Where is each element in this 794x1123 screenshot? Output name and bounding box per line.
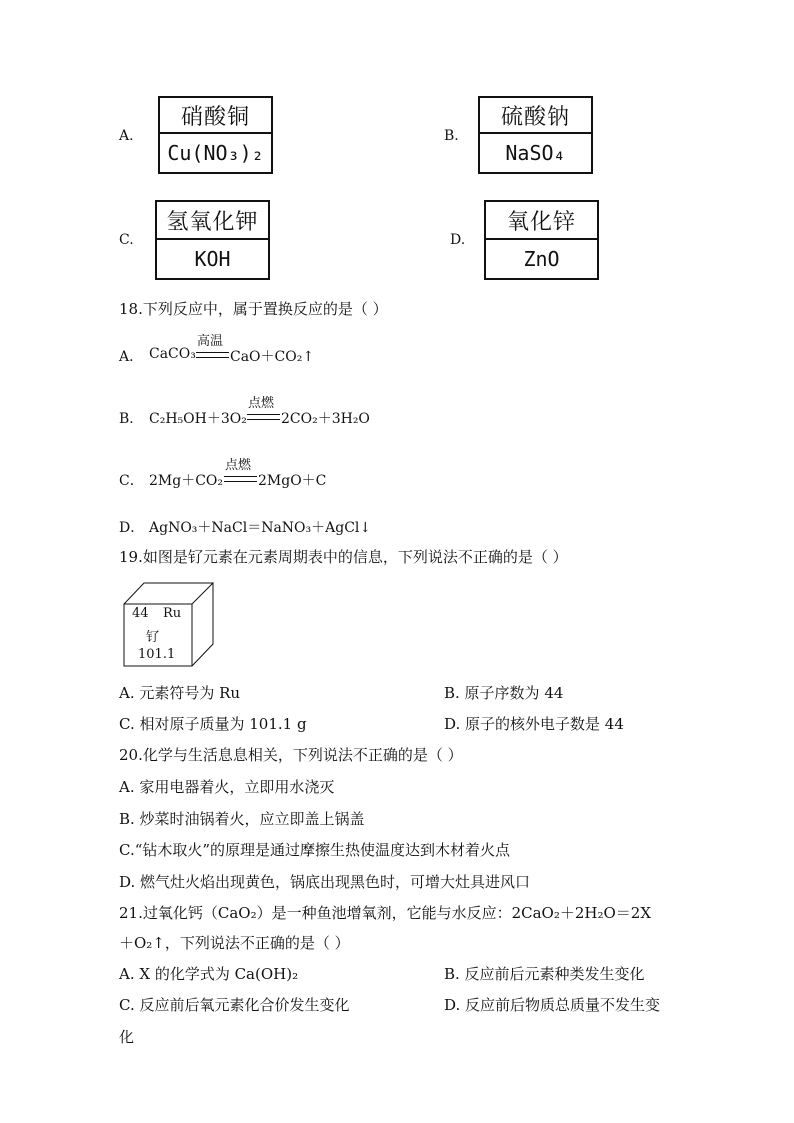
q18-d-letter: D． [119,520,145,536]
atomic-mass: 101.1 [138,647,176,662]
label-zinc-oxide [484,200,599,280]
label-formula: NaSO₄ [505,141,566,165]
label-sodium-sulfate [478,96,593,174]
q19-option-b: B. 原子序数为 44 [444,684,564,702]
q19-option-c: C. 相对原子质量为 101.1 g [119,715,307,733]
label-potassium-hydroxide [155,200,270,280]
equation-double-line [196,352,229,358]
q20-option-a: A. 家用电器着火，立即用水浇灭 [119,778,335,796]
question-20-stem: 20.化学与生活息息相关，下列说法不正确的是（ ） [119,746,463,764]
label-formula: Cu(NO₃)₂ [167,141,264,165]
q18-b-letter: B． [119,411,144,427]
q18-b-condition: 点燃 [248,396,275,411]
label-name: 硫酸钠 [480,98,591,134]
q18-b-lhs: C₂H₅OH＋3O₂ [149,411,247,427]
question-21-stem-line2: ＋O₂↑，下列说法不正确的是（ ） [119,934,350,952]
label-formula: KOH [194,247,231,271]
q20-option-b: B. 炒菜时油锅着火，应立即盖上锅盖 [119,810,365,828]
q18-d-equation: AgNO₃＋NaCl＝NaNO₃＋AgCl↓ [149,520,372,536]
question-19-stem: 19.如图是钌元素在元素周期表中的信息，下列说法不正确的是（ ） [119,548,568,566]
q18-b-rhs: 2CO₂＋3H₂O [281,411,370,427]
option-a-letter: A. [119,128,134,144]
q18-c-condition: 点燃 [225,458,252,473]
q18-c-letter: C． [119,473,144,489]
q21-option-a: A. X 的化学式为 Ca(OH)₂ [119,965,299,983]
label-copper-nitrate [158,96,273,174]
q18-c-lhs: 2Mg＋CO₂ [149,473,224,489]
atomic-number: 44 [132,606,149,621]
q18-a-rhs: CaO＋CO₂↑ [230,349,315,365]
q21-option-b: B. 反应前后元素种类发生变化 [444,965,645,983]
option-b-letter: B. [444,128,459,144]
equation-double-line [224,476,257,482]
q19-option-a: A. 元素符号为 Ru [119,684,241,702]
q18-c-rhs: 2MgO＋C [258,473,327,489]
label-name: 氧化锌 [486,202,597,240]
question-18-stem: 18.下列反应中，属于置换反应的是（ ） [119,300,388,318]
q21-option-d-continued: 化 [119,1028,135,1046]
equation-double-line [247,414,280,420]
q21-option-c: C. 反应前后氧元素化合价发生变化 [119,996,350,1014]
question-21-stem-line1: 21.过氧化钙（CaO₂）是一种鱼池增氧剂，它能与水反应：2CaO₂＋2H₂O＝2X [119,904,652,922]
element-symbol: Ru [163,606,182,621]
q19-option-d: D. 原子的核外电子数是 44 [444,715,624,733]
q18-a-letter: A． [119,349,144,365]
q18-a-lhs: CaCO₃ [149,346,196,362]
option-d-letter: D. [450,232,466,248]
q21-option-d: D. 反应前后物质总质量不发生变 [444,996,661,1014]
label-name: 硝酸铜 [160,98,271,134]
q20-option-d: D. 燃气灶火焰出现黄色，锅底出现黑色时，可增大灶具进风口 [119,873,531,891]
element-name: 钌 [146,630,160,645]
option-c-letter: C. [119,232,134,248]
label-formula: ZnO [523,247,560,271]
label-name: 氢氧化钾 [157,202,268,240]
q18-a-condition: 高温 [197,334,224,349]
q20-option-c: C.“钻木取火”的原理是通过摩擦生热使温度达到木材着火点 [119,841,511,859]
